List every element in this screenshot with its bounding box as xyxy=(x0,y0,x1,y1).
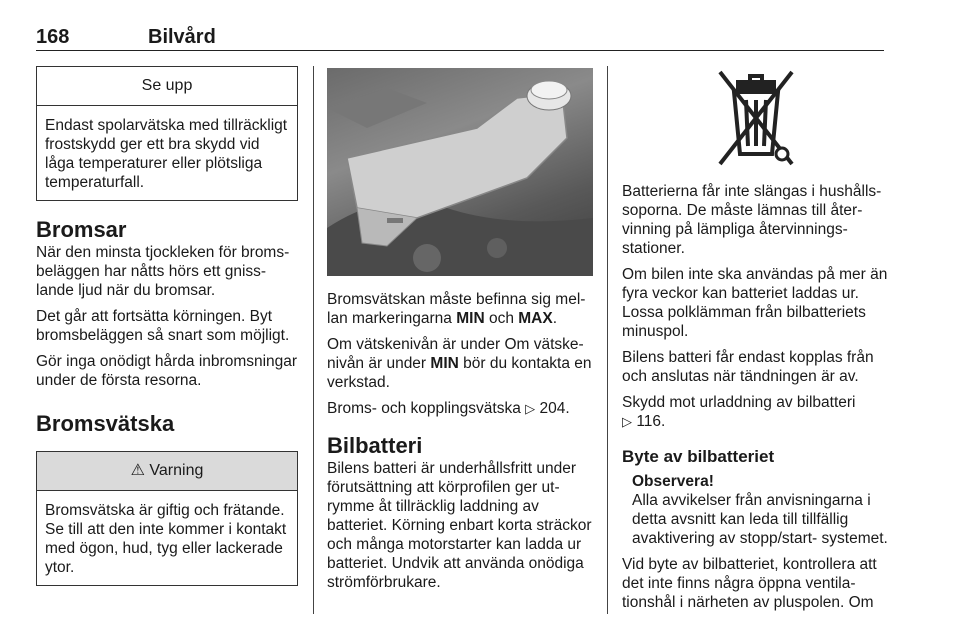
brakes-paragraph: Gör inga onödigt hårda inbromsningar under de första resorna. xyxy=(36,353,298,389)
crossed-out-bin-icon xyxy=(716,66,796,170)
page-reference-icon: ▷ xyxy=(622,414,632,429)
battery-replacement-heading: Byte av bilbatteriet xyxy=(622,447,775,466)
brakes-paragraph: Det går att fortsätta körningen. Byt bromsbeläggen så snart som möjligt. xyxy=(36,308,290,344)
page-header xyxy=(36,22,884,51)
warning-title: Varning xyxy=(149,462,204,479)
note-title: Observera! xyxy=(632,473,714,490)
column-3 xyxy=(622,66,890,619)
brakes-heading: Bromsar xyxy=(36,217,127,242)
battery-protection-text: Skydd mot urladdning av bilbatteri ▷ 116. xyxy=(622,394,856,430)
column-2 xyxy=(327,66,593,599)
brakes-paragraph: När den minsta tjockleken för bromsbeläggen har nåtts hörs ett gnisslande ljud när du bromsar. xyxy=(36,244,290,299)
battery-heading: Bilbatteri xyxy=(327,433,423,458)
page-number: 168 xyxy=(36,26,70,48)
note-body: Alla avvikelser från anvisningarna i detta avsnitt kan leda till tillfällig avaktivering av stopp/start- systemet. xyxy=(632,492,888,547)
warning-body: Bromsvätska är giftig och frätande. Se till att den inte kommer i kontakt med ögon, hud, tyg eller lackerade ytor. xyxy=(45,502,287,576)
battery-disconnect-text: Bilens batteri får endast kopplas från och anslutas när tändningen är av. xyxy=(622,349,874,385)
brake-fluid-reference: Broms- och kopplingsvätska ▷ 204. xyxy=(327,400,570,417)
warning-header xyxy=(37,452,297,491)
warning-triangle-icon: ⚠ xyxy=(130,462,145,479)
battery-replacement-text: Vid byte av bilbatteriet, kontrollera att det inte finns några öppna ventilationshål i närheten av pluspolen. Om xyxy=(622,556,877,611)
section-title: Bilvård xyxy=(148,26,216,48)
column-divider xyxy=(607,66,608,614)
caution-body: Endast spolarvätska med tillräckligt frostskydd ger ett bra skydd vid låga temperaturer eller plötsliga temperaturfall. xyxy=(45,117,288,191)
page-reference-link[interactable]: 116. xyxy=(636,413,666,430)
page-reference-link[interactable]: 204. xyxy=(539,400,570,417)
brake-fluid-low-text: Om vätskenivån är under Om vätskenivån är under MIN bör du kontakta en verkstad. xyxy=(327,336,592,391)
column-divider xyxy=(313,66,314,614)
caution-box xyxy=(36,66,298,201)
battery-paragraph: Bilens batteri är underhållsfritt under förutsättning att körprofilen ger utrymme åt tillräcklig laddning av batteriet. Körning enbart korta sträckor och många motorstarter kan ladda ur batteriet. Undvik att använda onödiga strömförbrukare. xyxy=(327,460,592,591)
page-reference-icon: ▷ xyxy=(525,401,536,416)
battery-disposal-text: Batterierna får inte slängas i hushållssoporna. De måste lämnas till återvinning på lämpliga återvinningsstationer. xyxy=(622,183,882,257)
warning-box xyxy=(36,451,298,586)
brake-fluid-heading: Bromsvätska xyxy=(36,411,175,436)
column-1 xyxy=(36,66,298,586)
brake-fluid-level-text: Bromsvätskan måste befinna sig mellan markeringarna MIN och MAX. xyxy=(327,291,586,327)
battery-storage-text: Om bilen inte ska användas på mer än fyra veckor kan batteriet laddas ur. Lossa polklämman från bilbatteriets minuspol. xyxy=(622,266,888,340)
caution-title: Se upp xyxy=(37,67,297,106)
brake-fluid-reservoir-photo xyxy=(327,68,593,276)
note-block xyxy=(622,472,890,548)
